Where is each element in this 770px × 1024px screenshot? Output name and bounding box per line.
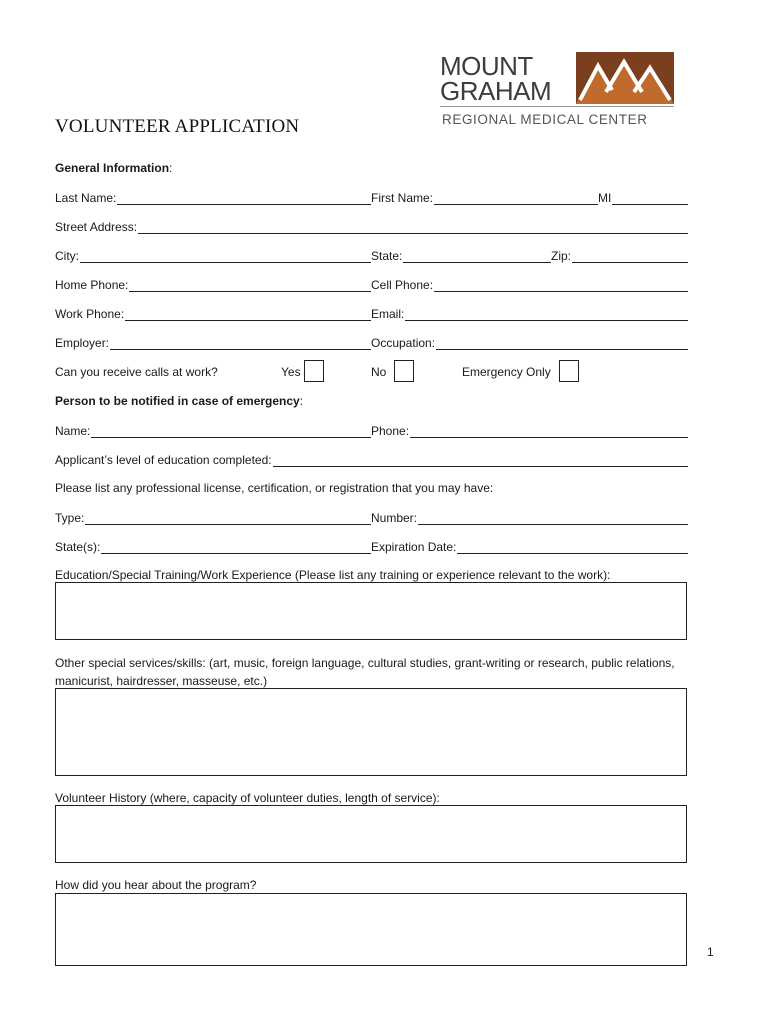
first-name-field[interactable] [371,189,598,205]
work-phone-line[interactable] [125,308,371,321]
occupation-field[interactable] [371,334,688,350]
page-title: VOLUNTEER APPLICATION [55,116,300,137]
row-license-states [55,538,688,554]
general-heading-colon: : [169,161,173,175]
emergency-only-label: Emergency Only [462,365,551,379]
emergency-name-label: Name: [55,424,91,438]
street-address-line[interactable] [138,221,688,234]
last-name-label: Last Name: [55,191,117,205]
cell-phone-field[interactable] [371,276,688,292]
education-level-line[interactable] [273,454,688,467]
last-name-field[interactable] [55,189,371,205]
mi-field[interactable] [598,189,688,205]
city-field[interactable] [55,247,371,263]
home-phone-label: Home Phone: [55,278,129,292]
skills-prompt: Other special services/skills: (art, music, foreign language, cultural studies, grant-writing or research, public relations, manicurist, hairdresser, masseuse, etc.) [55,656,675,688]
row-phones [55,276,688,292]
street-address-field[interactable] [55,218,688,234]
license-prompt: Please list any professional license, certification, or registration that you may have: [55,481,494,495]
emergency-phone-label: Phone: [371,424,410,438]
state-label: State: [371,249,403,263]
row-work-email [55,305,688,321]
license-states-line[interactable] [101,541,371,554]
work-phone-field[interactable] [55,305,371,321]
street-address-label: Street Address: [55,220,138,234]
row-city [55,247,688,263]
expiration-date-line[interactable] [457,541,688,554]
city-line[interactable] [80,250,371,263]
row-license-type [55,509,688,525]
email-label: Email: [371,307,405,321]
emergency-name-field[interactable] [55,422,371,438]
first-name-line[interactable] [434,192,598,205]
history-textarea[interactable] [55,805,687,863]
emergency-heading-text: Person to be notified in case of emergency [55,394,300,408]
occupation-label: Occupation: [371,336,436,350]
mi-line[interactable] [612,192,688,205]
calls-at-work-question: Can you receive calls at work? [55,365,218,379]
license-states-field[interactable] [55,538,371,554]
row-emergency-contact [55,422,688,438]
home-phone-line[interactable] [129,279,371,292]
city-label: City: [55,249,79,263]
emergency-name-line[interactable] [91,425,371,438]
history-prompt: Volunteer History (where, capacity of volunteer duties, length of service): [55,791,440,805]
state-field[interactable] [371,247,551,263]
row-street [55,218,688,234]
license-states-label: State(s): [55,540,101,554]
section-general-heading [55,161,172,175]
experience-textarea[interactable] [55,582,687,640]
emergency-heading-colon: : [299,394,304,408]
cell-phone-label: Cell Phone: [371,278,434,292]
emergency-only-checkbox[interactable] [559,360,579,382]
cell-phone-line[interactable] [434,279,688,292]
emergency-phone-field[interactable] [371,422,688,438]
logo-subtitle: REGIONAL MEDICAL CENTER [442,112,648,127]
license-type-label: Type: [55,511,85,525]
expiration-date-field[interactable] [371,538,688,554]
logo-line-1: MOUNT [440,51,533,81]
education-level-label: Applicant’s level of education completed: [55,453,272,467]
license-type-line[interactable] [85,512,371,525]
zip-label: Zip: [551,249,572,263]
emergency-phone-line[interactable] [410,425,688,438]
no-checkbox[interactable] [394,360,414,382]
mi-label: MI [598,191,612,205]
last-name-line[interactable] [117,192,371,205]
logo-divider [440,106,674,107]
row-employer [55,334,688,350]
zip-field[interactable] [551,247,688,263]
logo [440,52,676,130]
employer-field[interactable] [55,334,371,350]
yes-checkbox[interactable] [304,360,324,382]
license-type-field[interactable] [55,509,371,525]
hear-prompt: How did you hear about the program? [55,878,257,892]
page-number: 1 [707,945,714,959]
logo-line-2: GRAHAM [440,76,552,106]
education-level-field[interactable] [55,451,688,467]
section-emergency-heading [55,394,303,408]
license-number-field[interactable] [371,509,688,525]
zip-line[interactable] [572,250,688,263]
work-phone-label: Work Phone: [55,307,125,321]
experience-prompt: Education/Special Training/Work Experience (Please list any training or experience relevant to the work): [55,568,611,582]
first-name-label: First Name: [371,191,434,205]
mountain-logo-icon [576,52,674,104]
general-heading-text: General Information [55,161,170,175]
hear-textarea[interactable] [55,893,687,966]
license-number-label: Number: [371,511,418,525]
license-number-line[interactable] [418,512,688,525]
row-name [55,189,688,205]
email-field[interactable] [371,305,688,321]
state-line[interactable] [403,250,551,263]
yes-label: Yes [281,365,301,379]
employer-line[interactable] [110,337,371,350]
skills-textarea[interactable] [55,688,687,776]
email-line[interactable] [405,308,688,321]
occupation-line[interactable] [436,337,688,350]
row-education-level [55,451,688,467]
home-phone-field[interactable] [55,276,371,292]
no-label: No [371,365,387,379]
employer-label: Employer: [55,336,110,350]
expiration-date-label: Expiration Date: [371,540,457,554]
